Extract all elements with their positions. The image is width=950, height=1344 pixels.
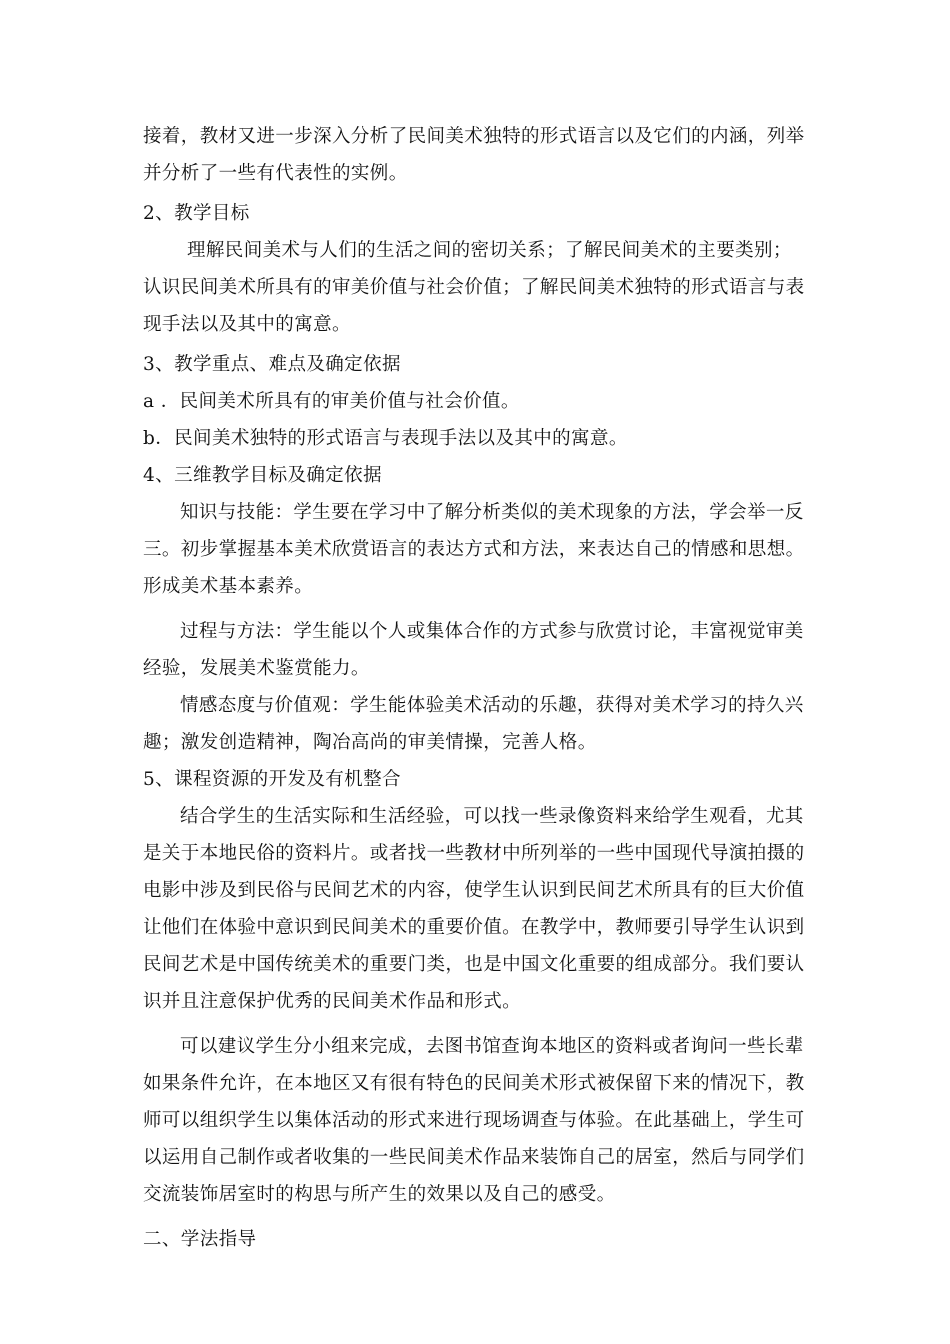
text-line: 让他们在体验中意识到民间美术的重要价值。在教学中，教师要引导学生认识到 <box>143 917 805 938</box>
text-line: 以运用自己制作或者收集的一些民间美术作品来装饰自己的居室，然后与同学们 <box>143 1147 805 1168</box>
text-line: 电影中涉及到民俗与民间艺术的内容，使学生认识到民间艺术所具有的巨大价值 <box>143 880 805 901</box>
text-line: 接着，教材又进一步深入分析了民间美术独特的形式语言以及它们的内涵，列举 <box>143 126 805 147</box>
text-line: 现手法以及其中的寓意。 <box>143 314 351 335</box>
text-line: 是关于本地民俗的资料片。或者找一些教材中所列举的一些中国现代导演拍摄的 <box>143 843 805 864</box>
text-line: 三。初步掌握基本美术欣赏语言的表达方式和方法，来表达自己的情感和思想。 <box>143 539 805 560</box>
section-heading: 3、教学重点、难点及确定依据 <box>143 354 401 375</box>
text-line: 识并且注意保护优秀的民间美术作品和形式。 <box>143 991 522 1012</box>
text-line: 理解民间美术与人们的生活之间的密切关系；了解民间美术的主要类别； <box>187 240 792 261</box>
text-line: 民间艺术是中国传统美术的重要门类，也是中国文化重要的组成部分。我们要认 <box>143 954 805 975</box>
text-line: 交流装饰居室时的构思与所产生的效果以及自己的感受。 <box>143 1184 616 1205</box>
text-line: 形成美术基本素养。 <box>143 576 314 597</box>
text-line: 经验，发展美术鉴赏能力。 <box>143 658 370 679</box>
text-line: 并分析了一些有代表性的实例。 <box>143 163 408 184</box>
text-line: 认识民间美术所具有的审美价值与社会价值；了解民间美术独特的形式语言与表 <box>143 277 805 298</box>
text-line: 情感态度与价值观：学生能体验美术活动的乐趣，获得对美术学习的持久兴 <box>180 695 804 716</box>
text-line: 知识与技能：学生要在学习中了解分析类似的美术现象的方法，学会举一反 <box>180 502 804 523</box>
section-heading: 4、三维教学目标及确定依据 <box>143 465 382 486</box>
section-heading: 5、课程资源的开发及有机整合 <box>143 769 401 790</box>
text-line: 过程与方法：学生能以个人或集体合作的方式参与欣赏讨论，丰富视觉审美 <box>180 621 804 642</box>
text-line: 可以建议学生分小组来完成，去图书馆查询本地区的资料或者询问一些长辈 <box>180 1036 804 1057</box>
text-line: 如果条件允许，在本地区又有很有特色的民间美术形式被保留下来的情况下，教 <box>143 1073 805 1094</box>
text-line: 师可以组织学生以集体活动的形式来进行现场调查与体验。在此基础上，学生可 <box>143 1110 805 1131</box>
text-line: a ．民间美术所具有的审美价值与社会价值。 <box>143 391 520 412</box>
text-line: b．民间美术独特的形式语言与表现手法以及其中的寓意。 <box>143 428 628 449</box>
section-heading: 二、学法指导 <box>143 1229 257 1250</box>
section-heading: 2、教学目标 <box>143 203 250 224</box>
text-line: 结合学生的生活实际和生活经验，可以找一些录像资料来给学生观看，尤其 <box>180 806 804 827</box>
text-line: 趣；激发创造精神，陶冶高尚的审美情操，完善人格。 <box>143 732 597 753</box>
document-page <box>143 118 815 1258</box>
